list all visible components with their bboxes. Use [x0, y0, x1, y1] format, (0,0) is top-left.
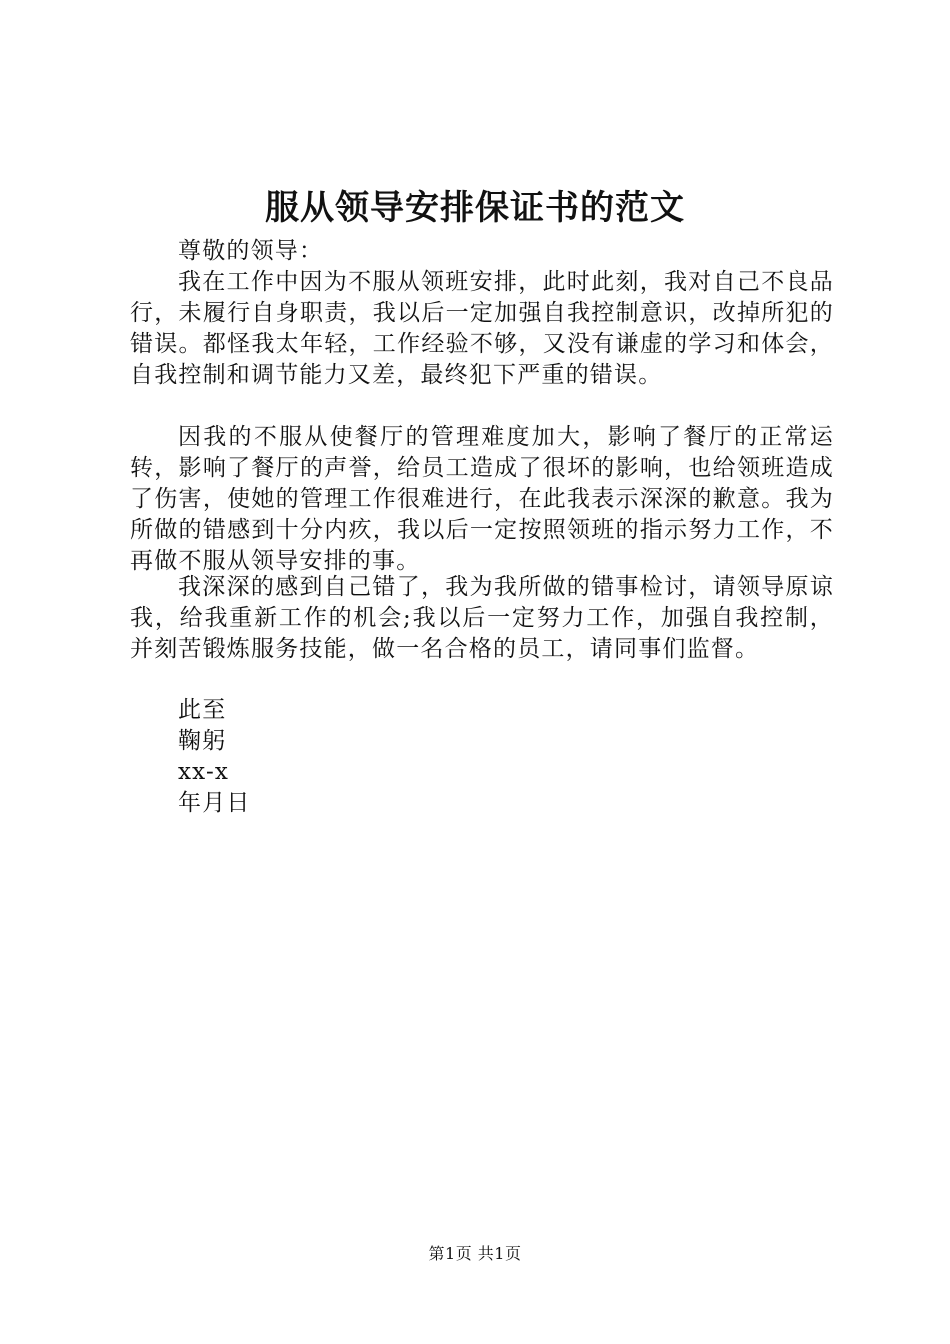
closing-text: 此至 [178, 697, 227, 723]
document-title: 服从领导安排保证书的范文 [265, 188, 685, 228]
date-line: 年月日 [178, 790, 251, 816]
page-footer: 第1页 共1页 [428, 1244, 522, 1263]
signature: xx-x [178, 759, 230, 785]
paragraph: 我深深的感到自己错了，我为我所做的错事检讨，请领导原谅我，给我重新工作的机会;我以后一定努力工作，加强自我控制，并刻苦锻炼服务技能，做一名合格的员工，请同事们监督。 [130, 574, 834, 662]
paragraph-1-block [130, 267, 834, 391]
paragraph-3-block [130, 572, 834, 665]
paragraph-2-block [130, 422, 834, 577]
salutation: 尊敬的领导： [178, 238, 324, 264]
salute-text: 鞠躬 [178, 728, 227, 754]
paragraph: 我在工作中因为不服从领班安排，此时此刻，我对自己不良品行，未履行自身职责，我以后一定加强自我控制意识，改掉所犯的错误。都怪我太年轻，工作经验不够，又没有谦虚的学习和体会，自我控制和调节能力又差，最终犯下严重的错误。 [130, 269, 834, 388]
paragraph: 因我的不服从使餐厅的管理难度加大，影响了餐厅的正常运转，影响了餐厅的声誉，给员工造成了很坏的影响，也给领班造成了伤害，使她的管理工作很难进行，在此我表示深深的歉意。我为所做的错感到十分内疚，我以后一定按照领班的指示努力工作，不再做不服从领导安排的事。 [130, 424, 834, 574]
